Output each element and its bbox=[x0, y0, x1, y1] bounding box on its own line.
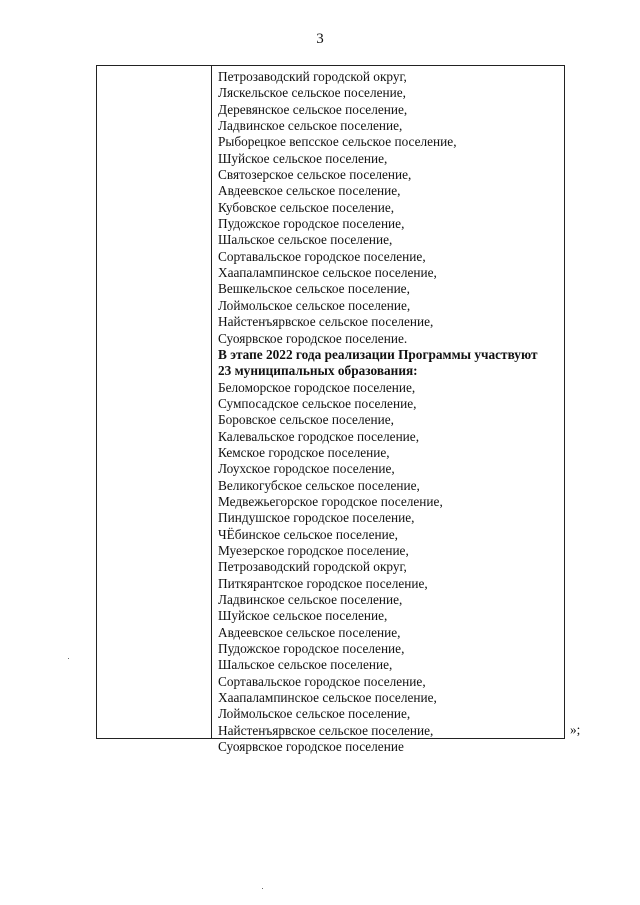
municipality-item: Хаапалампинское сельское поселение, bbox=[218, 265, 437, 281]
stage-2022-heading bbox=[218, 347, 564, 380]
municipality-item: Святозерское сельское поселение, bbox=[218, 167, 412, 183]
municipality-item: Шуйское сельское поселение, bbox=[218, 608, 388, 624]
municipality-item: Шуйское сельское поселение, bbox=[218, 150, 388, 166]
column-divider bbox=[211, 66, 212, 738]
municipality-item: Пудожское городское поселение, bbox=[218, 641, 405, 657]
municipality-item: Вешкельское сельское поселение, bbox=[218, 281, 410, 297]
municipality-item: Сортавальское городское поселение, bbox=[218, 248, 426, 264]
municipality-list-2022-stage bbox=[218, 380, 564, 756]
scan-speck bbox=[68, 658, 69, 659]
municipality-item: Петрозаводский городской округ, bbox=[218, 559, 407, 575]
municipality-item: Деревянское сельское поселение, bbox=[218, 101, 408, 117]
municipality-item: Ляскельское сельское поселение, bbox=[218, 85, 406, 101]
program-table bbox=[96, 65, 565, 755]
municipality-item: Петрозаводский городской округ, bbox=[218, 69, 407, 84]
municipality-item: Пиндушское городское поселение, bbox=[218, 510, 415, 526]
municipality-item: Шальское сельское поселение, bbox=[218, 232, 393, 248]
municipality-item: Авдеевское сельское поселение, bbox=[218, 624, 401, 640]
municipality-item: ЧЁбинское сельское поселение, bbox=[218, 526, 398, 542]
municipality-item: Питкярантское городское поселение, bbox=[218, 575, 428, 591]
municipality-item: Сортавальское городское поселение, bbox=[218, 673, 426, 689]
municipality-item: Ладвинское сельское поселение, bbox=[218, 118, 403, 134]
closing-quote-mark: »; bbox=[570, 722, 581, 737]
municipality-item: Найстенъярвское сельское поселение, bbox=[218, 314, 434, 330]
municipality-item: Лоухское городское поселение, bbox=[218, 461, 395, 477]
municipality-item: Шальское сельское поселение, bbox=[218, 657, 393, 673]
municipality-item: Калевальское городское поселение, bbox=[218, 428, 420, 444]
municipality-item: Муезерское городское поселение, bbox=[218, 542, 409, 558]
municipality-item: Сумпосадское сельское поселение, bbox=[218, 395, 417, 411]
municipality-item: Найстенъярвское сельское поселение, bbox=[218, 722, 434, 738]
page-number: 3 bbox=[316, 31, 324, 47]
municipality-item: Ладвинское сельское поселение, bbox=[218, 592, 403, 607]
municipality-item: Лоймольское сельское поселение, bbox=[218, 297, 411, 313]
municipalities-cell bbox=[218, 69, 564, 755]
municipality-item: Авдеевское сельское поселение, bbox=[218, 183, 401, 199]
municipality-item: Беломорское городское поселение, bbox=[218, 379, 416, 395]
stage-heading-line: 23 муниципальных образования: bbox=[218, 363, 418, 379]
municipality-item: Медвежьегорское городское поселение, bbox=[218, 493, 443, 509]
municipality-item: Великогубское сельское поселение, bbox=[218, 477, 420, 493]
municipality-item: Боровское сельское поселение, bbox=[218, 412, 394, 428]
municipality-item: Кемское городское поселение, bbox=[218, 444, 390, 460]
municipality-item: Пудожское городское поселение, bbox=[218, 216, 405, 232]
municipality-item: Суоярвское городское поселение. bbox=[218, 330, 408, 346]
municipality-item: Лоймольское сельское поселение, bbox=[218, 706, 411, 722]
municipality-item: Хаапалампинское сельское поселение, bbox=[218, 690, 437, 706]
stage-heading-line: В этапе 2022 года реализации Программы участвуют bbox=[218, 346, 538, 362]
municipality-item: Кубовское сельское поселение, bbox=[218, 199, 395, 215]
municipality-item: Рыборецкое вепсское сельское поселение, bbox=[218, 134, 457, 150]
municipality-list-previous-stage bbox=[218, 69, 564, 347]
scan-speck bbox=[262, 888, 263, 889]
municipality-item: Суоярвское городское поселение bbox=[218, 739, 404, 755]
